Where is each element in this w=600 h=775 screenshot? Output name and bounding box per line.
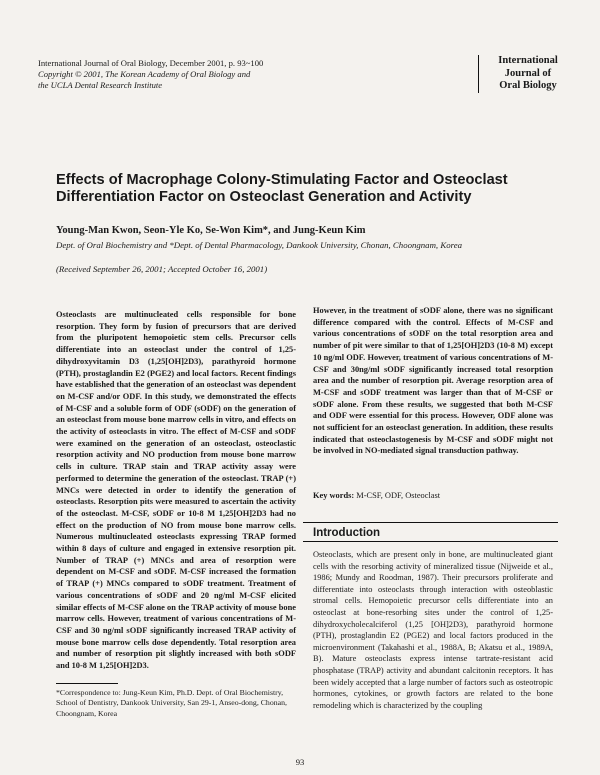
correspondence-footnote: *Correspondence to: Jung-Keun Kim, Ph.D. Dept. of Oral Biochemistry, School of Dentistry, Dankook University, San 29-1, Anseo-dong, Chonan, Choongnam, Korea (56, 688, 287, 718)
article-title (56, 172, 556, 206)
authors: Young-Man Kwon, Seon-Yle Ko, Se-Won Kim*, and Jung-Keun Kim (56, 225, 366, 236)
journal-name-line-2: Journal of (504, 67, 552, 79)
abstract-left-column (56, 309, 296, 672)
introduction-text (313, 549, 553, 711)
introduction-heading: Introduction (303, 522, 558, 542)
journal-name-line-1: International (498, 55, 558, 66)
title-line-1: Effects of Macrophage Colony-Stimulating Factor and Osteoclast (56, 172, 508, 188)
keywords-list: M-CSF, ODF, Osteoclast (356, 491, 441, 500)
journal-citation (38, 58, 263, 91)
introduction-paragraph: Osteoclasts, which are present only in bone, are multinucleated giant cells with the resorbing activity of mineralized tissue (Nijweide et al., 1986; Mundy and Roodman, 1987). Their precursors proliferate and differentiate into osteoclasts through interaction with osteoblastic stromal cells. Hemopoietic precursor cells differentiate into an osteoclast at bone-resorbing sites under the control of 1,25-dihydroxycholecalciferol (1,25 [OH]2D3), parathyroid hormone (PTH), prostaglandin E2 (PGE2) and local factors produced in the microenvironment (Takahashi et al., 1988A, B; Akatsu et al., 1989A, B). Mature osteoclasts express intense tartrate-resistant acid phosphatase (TRAP) activity and abundant calcitonin receptors. It has been widely accepted that a large number of factors such as osteotropic hormones, cytokines, or growth factors are related to the bone remodeling which is characterized by the coupling (313, 550, 553, 710)
keywords-label: Key words: (313, 491, 355, 500)
citation-line-2: Copyright © 2001, The Korean Academy of Oral Biology and (38, 69, 251, 79)
journal-name-box (478, 55, 569, 93)
abstract-part-1: Osteoclasts are multinucleated cells responsible for bone resorption. They form by fusion of precursors that are derived from the pluripotent hemopoietic stem cells. Precursor cells differentiate into an osteoclast under the control of 1,25-dihydroxyvitamin D3 (1,25[OH]2D3), parathyroid hormone (PTH), prostaglandin E2 (PGE2) and local factors. Recent findings have established that the generation of an osteoclast was dependent on M-CSF and/or ODF. In this study, we demonstrated the effects of M-CSF and a soluble form of ODF (sODF) on the generation of an osteoclast from mouse bone marrow cells in vitro, and effects on the activity of osteoclasts in vitro. The effect of M-CSF and sODF were examined on the generation of an osteoclast, osteoclastic resorption activity and NO production from mouse bone marrow cells in culture. TRAP stain and TRAP activity assay were performed to determine the generation of the osteoclast. TRAP (+) MNCs were detected in order to identify the generation of osteoclasts. Resorption pits were measured to ascertain the activity of the osteoclast. M-CSF, sODF or 10-8 M 1,25[OH]2D3 had no effect on the production of NO from mouse bone marrow cells. Numerous multinucleated osteoclasts expressing TRAP formed within 8 days of culture and engaged in extensive resorption pit. Number of TRAP (+) MNCs and area of resorption were dependent on M-CSF and sODF. M-CSF increased the formation of TRAP (+) MNCs compared to sODF treatment. Treatment of various concentrations of sODF and 20 ng/ml M-CSF elicited similar effects of M-CSF alone on the TRAP activity of mouse bone marrow cells. However, treatment of various concentrations of M-CSF and 30 ng/ml sODF significantly increased TRAP activity of mouse bone marrow cells dose dependently. Total resorption area and number of resorption pit slightly increased with both sODF and 10-8 M 1,25[OH]2D3. (56, 310, 296, 671)
received-dates: (Received September 26, 2001; Accepted October 16, 2001) (56, 264, 268, 274)
page-number: 93 (295, 757, 305, 767)
title-line-2: Differentiation Factor on Osteoclast Generation and Activity (56, 189, 472, 205)
citation-line-3: the UCLA Dental Research Institute (38, 80, 163, 90)
keywords (313, 491, 553, 500)
affiliation: Dept. of Oral Biochemistry and *Dept. of Dental Pharmacology, Dankook University, Chonan, Choongnam, Korea (56, 240, 462, 250)
journal-name-line-3: Oral Biology (499, 80, 557, 91)
citation-line-1: International Journal of Oral Biology, December 2001, p. 93~100 (38, 58, 264, 68)
footnote-divider (56, 683, 118, 684)
abstract-right-column (313, 305, 553, 457)
abstract-part-2: However, in the treatment of sODF alone, there was no significant difference compared with the control. Effects of M-CSF and various concentrations of sODF on the total resorption area and number of pit were similar to that of 1,25[OH]2D3 (10-8 M) except 10 ng/ml ODF. However, treatment of various concentrations of M-CSF and 30ng/ml sODF significantly increased total resorption area and the number of resorption pit. Average resorption area of M-CSF and sODF treatment was larger than that of M-CSF or sODF alone. From these results, we suggested that both M-CSF and ODF were essential for this process. However, ODF alone was not sufficient for an osteoclast generation. In addition, these results indicated that osteoclastogenesis by M-CSF and sODF might not be involved in NO-mediated signal transduction pathway. (313, 306, 553, 456)
